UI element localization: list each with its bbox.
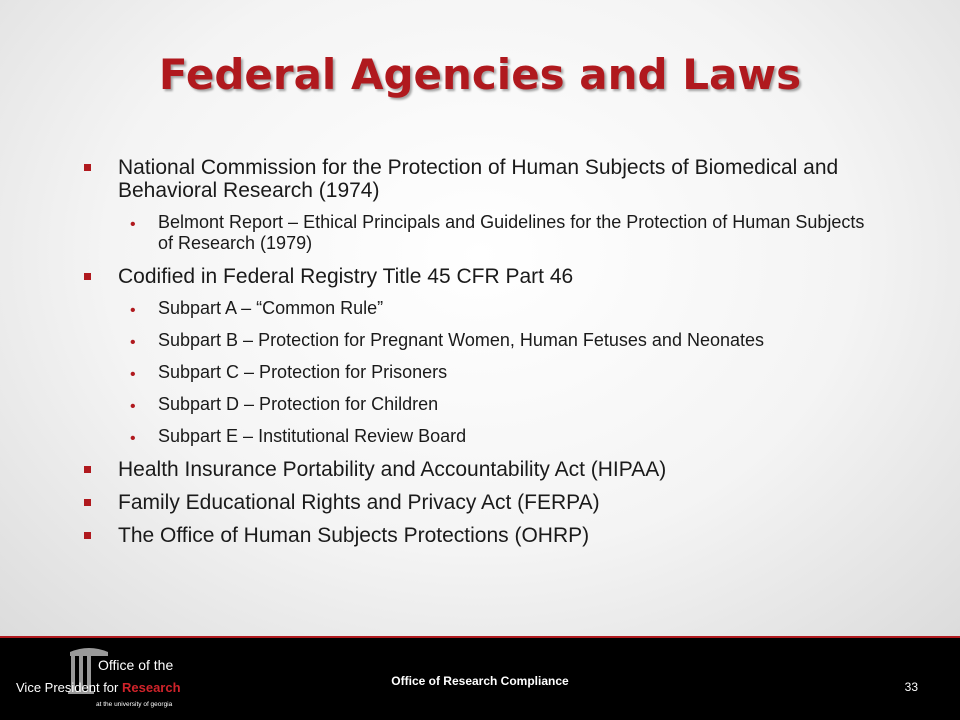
bullet-text: Subpart C – Protection for Prisoners (158, 362, 448, 382)
sub-bullet-item (122, 212, 882, 254)
bullet-text: Belmont Report – Ethical Principals and Guidelines for the Protection of Human Subjects of Research (1979) (158, 212, 865, 253)
sub-bullet-item (122, 298, 882, 319)
logo-research-text: Research (122, 680, 181, 695)
slide-title: Federal Agencies and Laws (158, 50, 802, 99)
sub-bullet-item (122, 330, 882, 351)
bullet-item (82, 156, 882, 202)
footer-accent-line (0, 636, 960, 638)
bullet-text: Health Insurance Portability and Accountability Act (HIPAA) (118, 458, 667, 481)
dot-bullet-icon: • (130, 334, 136, 351)
bullet-text: Codified in Federal Registry Title 45 CFR Part 46 (118, 265, 574, 288)
bullet-item (82, 524, 882, 547)
footer-bar (0, 636, 960, 720)
bullet-item (82, 458, 882, 481)
square-bullet-icon (84, 532, 91, 539)
bullet-text: Subpart D – Protection for Children (158, 394, 439, 414)
logo-vp-text: Vice President for (16, 680, 119, 695)
square-bullet-icon (84, 273, 91, 280)
square-bullet-icon (84, 499, 91, 506)
dot-bullet-icon: • (130, 366, 136, 383)
bullet-item (82, 491, 882, 514)
bullet-item (82, 265, 882, 288)
dot-bullet-icon: • (130, 398, 136, 415)
bullet-text: Subpart A – “Common Rule” (158, 298, 384, 318)
bullet-text: The Office of Human Subjects Protections (OHRP) (118, 524, 590, 547)
bullet-text: Subpart B – Protection for Pregnant Women, Human Fetuses and Neonates (158, 330, 765, 350)
footer-title: Office of Research Compliance (391, 674, 569, 688)
sub-bullet-item (122, 362, 882, 383)
bullet-text: Family Educational Rights and Privacy Act (FERPA) (118, 491, 600, 514)
sub-bullet-item (122, 394, 882, 415)
page-number: 33 (904, 680, 918, 694)
dot-bullet-icon: • (130, 216, 136, 233)
square-bullet-icon (84, 466, 91, 473)
bullet-text: National Commission for the Protection of Human Subjects of Biomedical and Behavioral Research (1974) (118, 156, 839, 202)
square-bullet-icon (84, 164, 91, 171)
sub-bullet-item (122, 426, 882, 447)
bullet-list (82, 156, 882, 557)
logo-uga-text: at the university of georgia (96, 701, 173, 708)
dot-bullet-icon: • (130, 430, 136, 447)
bullet-text: Subpart E – Institutional Review Board (158, 426, 467, 446)
logo-office-text: Office of the (98, 657, 174, 673)
dot-bullet-icon: • (130, 302, 136, 319)
